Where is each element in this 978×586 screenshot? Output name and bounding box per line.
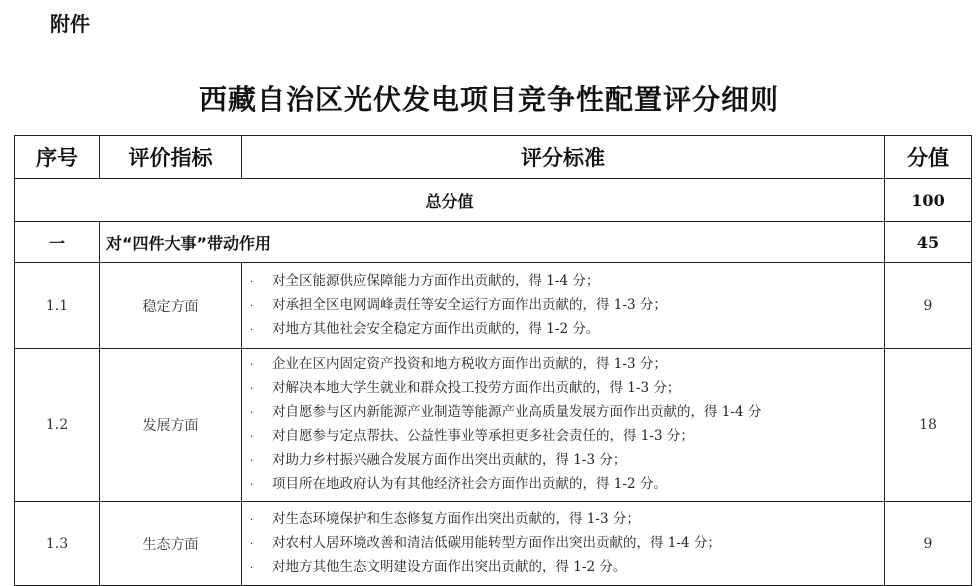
bullet-icon: · <box>250 384 254 395</box>
row-criteria <box>242 263 885 349</box>
criteria-text: 对承担全区电网调峰责任等安全运行方面作出贡献的，得 1-3 分； <box>272 296 667 313</box>
criteria-text: 对地方其他社会安全稳定方面作出贡献的，得 1-2 分。 <box>272 320 600 337</box>
total-row <box>15 179 972 222</box>
row-score: 18 <box>885 349 972 502</box>
list-item <box>250 401 884 425</box>
bullet-icon: · <box>250 324 254 336</box>
list-item <box>250 353 884 377</box>
list-item <box>250 425 884 449</box>
section-score: 45 <box>885 222 972 263</box>
list-item <box>250 318 884 342</box>
total-label: 总分值 <box>15 179 885 222</box>
criteria-text: 对解决本地大学生就业和群众投工投劳方面作出贡献的，得 1-3 分； <box>272 380 681 396</box>
table-row <box>15 502 972 586</box>
row-criteria <box>242 502 885 586</box>
criteria-text: 对地方其他生态文明建设方面作出突出贡献的，得 1-2 分。 <box>272 558 627 575</box>
total-value: 100 <box>885 179 972 222</box>
header-row <box>15 136 972 179</box>
row-criteria <box>242 349 885 502</box>
header-indicator: 评价指标 <box>100 136 242 179</box>
bullet-icon: · <box>250 360 254 371</box>
row-score: 9 <box>885 502 972 586</box>
criteria-text: 对自愿参与区内新能源产业制造等能源产业高质量发展方面作出贡献的，得 1-4 分 <box>272 404 762 420</box>
criteria-text: 企业在区内固定资产投资和地方税收方面作出贡献的，得 1-3 分； <box>272 356 667 372</box>
row-indicator: 稳定方面 <box>100 263 242 349</box>
table-row <box>15 263 972 349</box>
criteria-list <box>242 349 884 501</box>
bullet-icon: · <box>250 456 254 467</box>
row-seq: 1.3 <box>15 502 100 586</box>
scoring-table <box>14 135 972 586</box>
list-item <box>250 449 884 473</box>
bullet-icon: · <box>250 480 254 491</box>
list-item <box>250 532 884 556</box>
criteria-text: 对助力乡村振兴融合发展方面作出突出贡献的，得 1-3 分； <box>272 452 627 468</box>
criteria-list <box>242 266 884 346</box>
bullet-icon: · <box>250 514 254 526</box>
criteria-text: 对生态环境保护和生态修复方面作出突出贡献的，得 1-3 分； <box>272 510 640 527</box>
document-title: 西藏自治区光伏发电项目竞争性配置评分细则 <box>198 83 779 116</box>
list-item <box>250 508 884 532</box>
attachment-label: 附件 <box>50 12 90 36</box>
section-row <box>15 222 972 263</box>
criteria-text: 对自愿参与定点帮扶、公益性事业等承担更多社会责任的，得 1-3 分； <box>272 428 694 444</box>
header-score: 分值 <box>885 136 972 179</box>
list-item <box>250 556 884 580</box>
header-criteria: 评分标准 <box>242 136 885 179</box>
section-seq: 一 <box>15 222 100 263</box>
row-seq: 1.1 <box>15 263 100 349</box>
criteria-text: 项目所在地政府认为有其他经济社会方面作出贡献的，得 1-2 分。 <box>272 476 667 492</box>
row-indicator: 生态方面 <box>100 502 242 586</box>
list-item <box>250 473 884 497</box>
bullet-icon: · <box>250 408 254 419</box>
section-name: 对“四件大事”带动作用 <box>100 222 885 263</box>
list-item <box>250 377 884 401</box>
list-item <box>250 270 884 294</box>
criteria-text: 对全区能源供应保障能力方面作出贡献的，得 1-4 分； <box>272 272 600 289</box>
row-score: 9 <box>885 263 972 349</box>
bullet-icon: · <box>250 538 254 550</box>
list-item <box>250 294 884 318</box>
bullet-icon: · <box>250 300 254 312</box>
bullet-icon: · <box>250 432 254 443</box>
bullet-icon: · <box>250 276 254 288</box>
bullet-icon: · <box>250 562 254 574</box>
criteria-list <box>242 504 884 584</box>
header-seq: 序号 <box>15 136 100 179</box>
row-seq: 1.2 <box>15 349 100 502</box>
criteria-text: 对农村人居环境改善和清洁低碳用能转型方面作出突出贡献的，得 1-4 分； <box>272 534 721 551</box>
row-indicator: 发展方面 <box>100 349 242 502</box>
table-row <box>15 349 972 502</box>
